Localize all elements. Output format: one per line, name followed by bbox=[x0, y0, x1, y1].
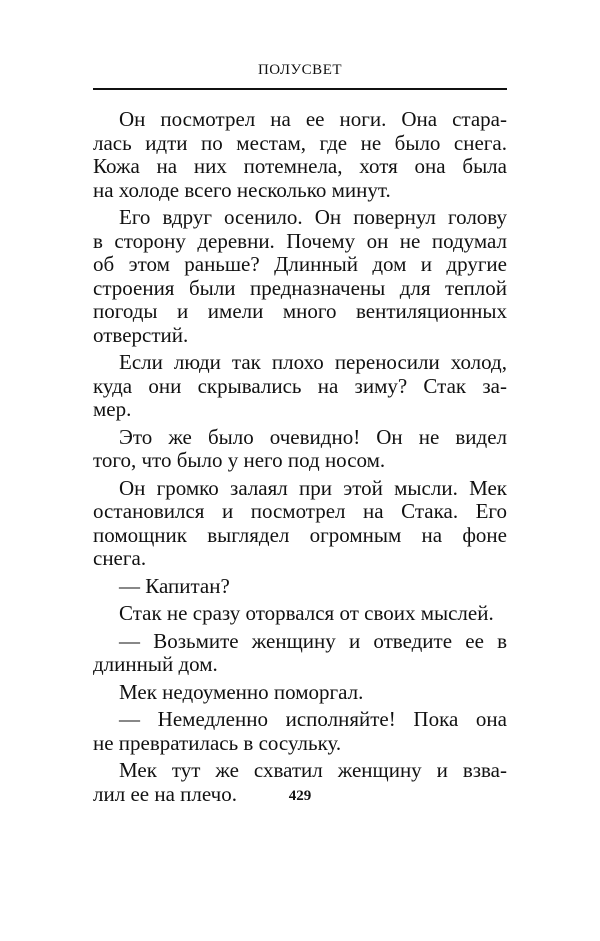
paragraph bbox=[93, 630, 507, 677]
text-line: в сторону деревни. Почему он не подумал bbox=[93, 228, 507, 253]
paragraph bbox=[93, 708, 507, 755]
text-line: — Капитан? bbox=[119, 573, 230, 598]
text-line: Мек тут же схватил женщину и взва- bbox=[119, 758, 507, 782]
text-line: Он посмотрел на ее ноги. Она стара- bbox=[119, 107, 507, 131]
text-line: Его вдруг осенило. Он повернул голову bbox=[119, 205, 507, 229]
header-rule bbox=[93, 88, 507, 90]
text-line: того, что было у него под носом. bbox=[93, 448, 386, 472]
text-line: Стак не сразу оторвался от своих мыслей. bbox=[119, 601, 494, 625]
text-line: лась идти по местам, где не было снега. bbox=[93, 130, 507, 155]
text-line: на холоде всего несколько минут. bbox=[93, 177, 391, 202]
text-line: остановился и посмотрел на Стака. Его bbox=[93, 499, 507, 523]
body-text bbox=[93, 108, 507, 810]
text-line: куда они скрывались на зиму? Стак за- bbox=[93, 373, 507, 398]
text-line: об этом раньше? Длинный дом и другие bbox=[93, 252, 507, 276]
text-line: Если люди так плохо переносили холод, bbox=[119, 350, 507, 374]
text-line: — Немедленно исполняйте! Пока она bbox=[119, 707, 507, 731]
paragraph bbox=[93, 351, 507, 422]
text-line: Мек недоуменно поморгал. bbox=[119, 679, 364, 704]
paragraph bbox=[93, 477, 507, 571]
paragraph bbox=[93, 575, 507, 599]
text-line: Кожа на них потемнела, хотя она была bbox=[93, 154, 507, 178]
paragraph bbox=[93, 108, 507, 202]
running-head: ПОЛУСВЕТ bbox=[257, 62, 343, 78]
paragraph bbox=[93, 426, 507, 473]
text-line: — Возьмите женщину и отведите ее в bbox=[119, 628, 507, 653]
page-number: 429 bbox=[288, 788, 312, 804]
paragraph bbox=[93, 602, 507, 626]
text-line: строения были предназначены для теплой bbox=[93, 275, 507, 300]
text-line: не превратилась в сосульку. bbox=[93, 730, 342, 755]
text-line: снега. bbox=[93, 546, 147, 570]
paragraph bbox=[93, 681, 507, 705]
paragraph bbox=[93, 206, 507, 347]
text-line: отверстий. bbox=[93, 322, 189, 347]
text-line: Это же было очевидно! Он не видел bbox=[119, 424, 507, 449]
text-line: погоды и имели много вентиляционных bbox=[93, 299, 507, 323]
text-line: мер. bbox=[93, 397, 132, 421]
text-line: помощник выглядел огромным на фоне bbox=[93, 522, 507, 547]
text-line: лил ее на плечо. bbox=[93, 781, 237, 806]
text-line: длинный дом. bbox=[93, 652, 218, 676]
text-line: Он громко залаял при этой мысли. Мек bbox=[119, 475, 507, 500]
